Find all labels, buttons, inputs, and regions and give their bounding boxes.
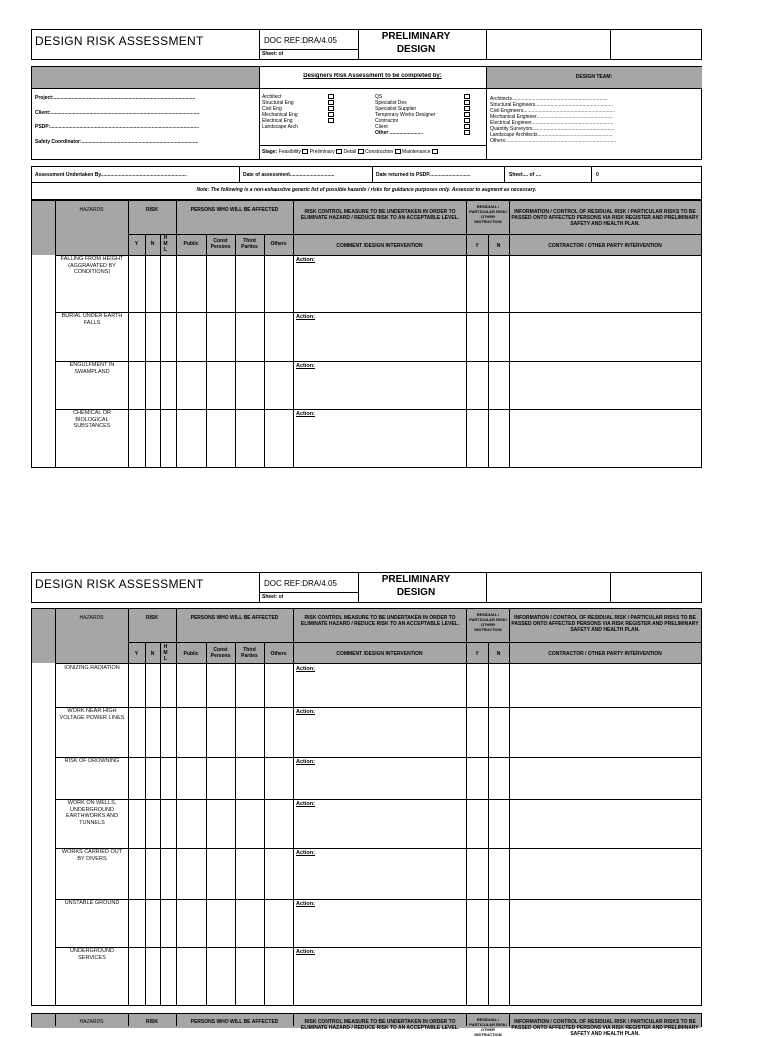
hazards-header: HAZARDS	[79, 1019, 104, 1025]
guidance-note: Note: The following is a non-exhaustive generic list of possible hazards / risks for guidance purposes only. Assessor to augment as necessary.	[196, 187, 537, 193]
action-field[interactable]: Action:	[296, 759, 315, 765]
hazard-row-label: UNSTABLE GROUND	[64, 900, 120, 906]
roles-col1-checkboxes[interactable]	[328, 94, 338, 124]
psdp-field[interactable]: PSDP:...........................................................................................................	[35, 124, 199, 130]
role-other: Other ........................	[375, 130, 424, 136]
sheet-label: Sheet: of	[262, 594, 284, 600]
design-team-heading: DESIGN TEAM:	[575, 74, 613, 80]
action-field[interactable]: Action:	[296, 411, 315, 417]
checkbox-contractor[interactable]	[464, 118, 470, 123]
action-field[interactable]: Action:	[296, 363, 315, 369]
contractor-header: CONTRACTOR / OTHER PARTY INTERVENTION	[548, 651, 662, 657]
designers-heading: Designers Risk Assessment to be completed by:	[303, 73, 442, 79]
risk-y-header: Y	[134, 651, 139, 657]
role-mechanical-eng: Mechanical Eng	[262, 112, 298, 118]
role-structural-eng: Structural Eng	[262, 100, 294, 106]
action-field[interactable]: Action:	[296, 666, 315, 672]
role-landscape-arch: Landscape Arch	[262, 124, 298, 130]
others-header: Others	[270, 651, 287, 657]
risk-hml-header: H M L	[163, 644, 168, 662]
action-field[interactable]: Action:	[296, 257, 315, 263]
checkbox-temp-works[interactable]	[464, 112, 470, 117]
information-header: INFORMATION / CONTROL OF RESIDUAL RISK / PARTICULAR RISKS TO BE PASSED ONTO AFFECTED PERSONS VIA RISK REGISTER AND PRELIMINARY SAFETY AND HEALTH PLAN.	[511, 1019, 699, 1037]
role-specialist-supplier: Specialist Supplier	[375, 106, 417, 112]
hazard-row-label: RISK OF DROWNING	[64, 758, 120, 764]
design-stage-title: PRELIMINARY DESIGN	[381, 574, 451, 598]
hazard-row-label: CHEMICAL OR BIOLOGICAL SUBSTANCES	[73, 410, 111, 429]
client-field[interactable]: Client:...........................................................................................................	[35, 110, 200, 116]
risk-header: RISK	[146, 1019, 158, 1025]
checkbox-electrical[interactable]	[328, 118, 334, 123]
third-parties-header: Third Parties	[241, 238, 258, 250]
const-persons-header: Const Persons	[210, 647, 231, 659]
stage-row: Stage: Feasibility Preliminary Detail Construction Maintenance	[262, 149, 486, 155]
roles-column-2	[375, 94, 475, 136]
hazard-table-2	[31, 608, 702, 1006]
checkbox-qs[interactable]	[464, 94, 470, 99]
residual-y-header: Y	[475, 651, 479, 657]
hazards-header: HAZARDS	[79, 207, 104, 213]
hazard-row-label: WORK ON WELLS, UNDERGROUND EARTHWORKS AND TUNNELS	[65, 800, 119, 826]
role-qs: QS	[375, 94, 383, 100]
risk-y-header: Y	[134, 241, 139, 247]
hazard-row-label: FALLING FROM HEIGHT (AGGRAVATED BY CONDITIONS)	[60, 256, 124, 275]
hazard-row-label: ENGULFMENT IN SWAMPLAND	[69, 362, 115, 375]
role-temp-works: Temporary Works Designer	[375, 112, 436, 118]
residual-header: RESIDUAL / PARTICULAR RISK/ OTHER INSTRUCTION	[469, 1017, 507, 1037]
checkbox-client[interactable]	[464, 124, 470, 129]
checkbox-mechanical[interactable]	[328, 112, 334, 117]
contractor-header: CONTRACTOR / OTHER PARTY INTERVENTION	[548, 243, 662, 249]
control-header: RISK CONTROL MEASURE TO BE UNDERTAKEN IN ORDER TO ELIMINATE HAZARD / REDUCE RISK TO AN ACCEPTABLE LEVEL.	[300, 1019, 460, 1031]
checkbox-structural[interactable]	[328, 100, 334, 105]
checkbox-maintenance[interactable]	[432, 149, 438, 154]
role-specialist-des: Specialist Des	[375, 100, 407, 106]
hazard-table-1	[31, 200, 702, 468]
doc-ref: DOC REF:DRA/4.05	[264, 579, 337, 588]
persons-header: PERSONS WHO WILL BE AFFECTED	[190, 615, 279, 621]
hazard-row-label: WORKS CARRIED OUT BY DIVERS	[61, 849, 123, 862]
hazard-row-label: WORK NEAR HIGH VOLTAGE POWER LINES	[59, 708, 125, 721]
checkbox-feasibility[interactable]	[302, 149, 308, 154]
action-field[interactable]: Action:	[296, 801, 315, 807]
title-bar	[31, 29, 702, 60]
safety-coordinator-field[interactable]: Safety Coordinator:....................................................................................	[35, 139, 199, 145]
designers-section	[31, 66, 702, 160]
risk-n-header: N	[150, 241, 155, 247]
roles-col2-checkboxes[interactable]	[464, 94, 474, 136]
action-field[interactable]: Action:	[296, 901, 315, 907]
others-header: Others	[270, 241, 287, 247]
information-header: INFORMATION / CONTROL OF RESIDUAL RISK / PARTICULAR RISKS TO BE PASSED ONTO AFFECTED PERSONS VIA RISK REGISTER AND PRELIMINARY SAFETY AND HEALTH PLAN.	[511, 209, 699, 227]
third-parties-header: Third Parties	[241, 647, 258, 659]
document-title: DESIGN RISK ASSESSMENT	[35, 577, 204, 591]
checkbox-detail[interactable]	[358, 149, 364, 154]
role-architect: Architect	[262, 94, 282, 100]
checkbox-construction[interactable]	[395, 149, 401, 154]
checkbox-specialist-des[interactable]	[464, 100, 470, 105]
assessment-row	[31, 166, 702, 200]
date-of-assessment-field[interactable]: Date of assessment................................	[243, 172, 335, 178]
public-header: Public	[183, 241, 199, 247]
project-field[interactable]: Project:......................................................................................................	[35, 95, 196, 101]
action-field[interactable]: Action:	[296, 949, 315, 955]
risk-hml-header: H M L	[163, 235, 168, 253]
role-electrical-eng: Electrical Eng	[262, 118, 293, 124]
residual-n-header: N	[496, 651, 501, 657]
residual-y-header: Y	[475, 243, 479, 249]
information-header: INFORMATION / CONTROL OF RESIDUAL RISK / PARTICULAR RISKS TO BE PASSED ONTO AFFECTED PERSONS VIA RISK REGISTER AND PRELIMINARY SAFETY AND HEALTH PLAN.	[511, 615, 699, 633]
persons-header: PERSONS WHO WILL BE AFFECTED	[190, 1019, 279, 1025]
assessment-undertaken-field[interactable]: Assessment Undertaken By..............................................................	[35, 172, 187, 178]
checkbox-civil[interactable]	[328, 106, 334, 111]
checkbox-specialist-supplier[interactable]	[464, 106, 470, 111]
role-contractor: Contractor	[375, 118, 399, 124]
persons-header: PERSONS WHO WILL BE AFFECTED	[190, 207, 279, 213]
comment-header: COMMENT /DESIGN INTERVENTION	[336, 243, 423, 249]
residual-n-header: N	[496, 243, 501, 249]
sheet-label: Sheet: of	[262, 51, 284, 57]
role-civil-eng: Civil Eng	[262, 106, 282, 112]
hazard-row-label: UNDERGROUND SERVICES	[70, 948, 114, 961]
public-header: Public	[183, 651, 199, 657]
checkbox-architect[interactable]	[328, 94, 334, 99]
title-bar-2	[31, 572, 702, 603]
hazard-row-label: BURIAL UNDER EARTH FALLS	[61, 313, 123, 326]
const-persons-header: Const Persons	[210, 238, 231, 250]
residual-header: RESIDUAL / PARTICULAR RISK/ OTHER INSTRUCTION	[469, 612, 507, 632]
hazards-header: HAZARDS	[79, 615, 104, 621]
roles-column-1	[262, 94, 372, 130]
comment-header: COMMENT /DESIGN INTERVENTION	[336, 651, 423, 657]
control-header: RISK CONTROL MEASURE TO BE UNDERTAKEN IN ORDER TO ELIMINATE HAZARD / REDUCE RISK TO AN ACCEPTABLE LEVEL.	[300, 615, 460, 627]
checkbox-other[interactable]	[464, 130, 470, 135]
control-header: RISK CONTROL MEASURE TO BE UNDERTAKEN IN ORDER TO ELIMINATE HAZARD / REDUCE RISK TO AN ACCEPTABLE LEVEL.	[300, 209, 460, 221]
action-field[interactable]: Action:	[296, 314, 315, 320]
risk-header: RISK	[146, 615, 158, 621]
action-field[interactable]: Action:	[296, 709, 315, 715]
hazard-row-label: IONIZING RADIATION	[64, 665, 120, 671]
design-team-list: Architects..................................................................... Structural Engineers........................................................ Civil Engineers.................................................................. Mechanical Engineer....................................................... Electrical Engineer........................................................... Quantity Surveyors........................................................... Landscape Architects...................................................... Others:...............................................................................	[490, 96, 617, 144]
date-returned-field[interactable]: Date returned to PSDP..............................	[376, 172, 471, 178]
residual-header: RESIDUAL / PARTICULAR RISK/ OTHER INSTRUCTION	[469, 204, 507, 224]
risk-n-header: N	[150, 651, 155, 657]
sheet-of-field[interactable]: Sheet.... of ....	[509, 172, 542, 178]
hazard-table-3-header	[31, 1013, 702, 1037]
sheet-total: 0	[596, 172, 599, 178]
design-stage-title: PRELIMINARY DESIGN	[381, 31, 451, 55]
role-client: Client	[375, 124, 388, 130]
action-field[interactable]: Action:	[296, 850, 315, 856]
risk-header: RISK	[146, 207, 158, 213]
checkbox-preliminary[interactable]	[336, 149, 342, 154]
document-title: DESIGN RISK ASSESSMENT	[35, 34, 204, 48]
doc-ref: DOC REF:DRA/4.05	[264, 36, 337, 45]
